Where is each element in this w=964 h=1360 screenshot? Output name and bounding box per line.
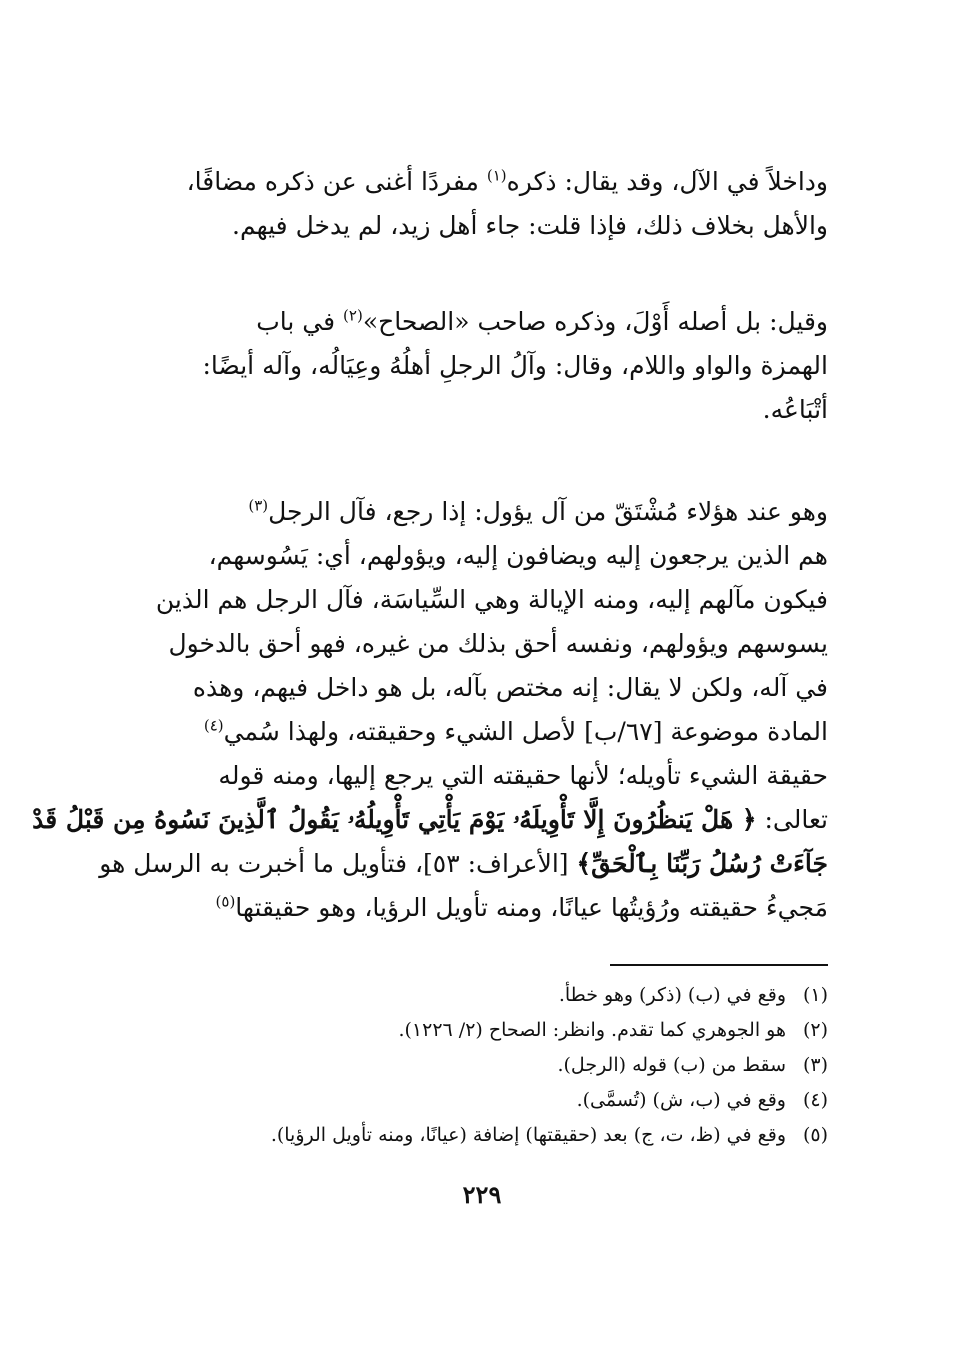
footnotes-list [138,978,828,1153]
paragraph-2 [138,300,828,432]
text-line: يسوسهم ويؤولهم، ونفسه أحق بذلك من غيره، فهو أحق بالدخول [168,629,828,658]
page-number: ٢٢٩ [462,1180,502,1209]
footnote-item [138,978,828,1013]
text-line: مَجيءُ حقيقته ورُؤيتُها عيانًا، ومنه تأويل الرؤيا، وهو حقيقتها$^{(٥)}$ [215,892,828,922]
text-line: المادة موضوعة [٦٧/ب] لأصل الشيء وحقيقته، ولهذا سُمي$^{(٤)}$ [203,716,828,746]
footnote-number: (١) [802,984,828,1006]
footnote-text: وقع في (ب، ش) (تُسمَّى). [576,1089,786,1111]
footnote-text: وقع في (ب) (ذكر) وهو خطأ. [558,984,786,1006]
paragraph-3 [32,490,828,930]
quran-verse: ﴿ هَلْ يَنظُرُونَ إِلَّا تَأْوِيلَهُۥ يَوْمَ يَأْتِي تَأْوِيلُهُۥ يَقُولُ ٱلَّذِينَ نَسُوهُ مِن قَبْلُ قَدْ [32,805,757,834]
footnote-item [138,1013,828,1048]
text-line: أتْبَاعُه. [762,395,828,424]
footnote-ref: (٤) [203,716,224,735]
text-line: تعالى: ﴿ هَلْ يَنظُرُونَ إِلَّا تَأْوِيلَهُۥ يَوْمَ يَأْتِي تَأْوِيلُهُۥ يَقُولُ ٱلَّذِينَ نَسُوهُ مِن قَبْلُ قَدْ [32,805,828,834]
text-line: وهو عند هؤلاء مُشْتَقّ من آل يؤول: إذا رجع، فآل الرجل$^{(٣)}$ [248,496,828,526]
text-line: والأهل بخلاف ذلك، فإذا قلت: جاء أهل زيد، لم يدخل فيهم. [232,211,828,240]
footnote-number: (٢) [802,1019,828,1041]
text-line: وداخلاً في الآل، وقد يقال: ذكره$^{(١)}$ مفردًا أغنى عن ذكره مضافًا، [186,166,828,196]
text-line: حقيقة الشيء تأويله؛ لأنها حقيقته التي يرجع إليها، ومنه قوله [218,761,828,790]
paragraph-1 [138,160,828,248]
footnote-ref: (٢) [343,306,363,325]
text-line: جَآءَتْ رُسُلُ رَبِّنَا بِٱلْحَقِّ﴾ [الأعراف: ٥٣]، فتأويل ما أخبرت به الرسل هو [99,849,828,878]
footnote-number: (٥) [802,1124,828,1146]
text-line: الهمزة والواو واللام، وقال: وآلُ الرجلِ أهلُهُ وعِيَالُه، وآله أيضًا: [202,351,828,380]
text-line: هم الذين يرجعون إليه ويضافون إليه، ويؤولهم، أي: يَسُوسهم، [208,541,828,570]
text-line: وقيل: بل أصله أَوْلَ، وذكره صاحب «الصحاح»$^{(٢)}$ في باب [256,306,828,336]
footnote-text: وقع في (ظ، ت، ج) بعد (حقيقتها) إضافة (عيانًا، ومنه تأويل الرؤيا). [270,1124,786,1146]
footnote-ref: (٥) [215,892,236,911]
text-line: فيكون مآلهم إليه، ومنه الإيالة وهي السِّياسَة، فآل الرجل هم الذين [155,585,828,614]
footnote-text: سقط من (ب) قوله (الرجل). [557,1054,786,1076]
footnote-item [138,1083,828,1118]
footnote-item [138,1118,828,1153]
text-line: في آله، ولكن لا يقال: إنه مختص بآله، بل هو داخل فيهم، وهذه [192,673,828,702]
footnote-ref: (١) [486,166,507,185]
footnote-number: (٣) [802,1054,828,1076]
footnote-item [138,1048,828,1083]
quran-verse: جَآءَتْ رُسُلُ رَبِّنَا بِٱلْحَقِّ﴾ [576,849,828,878]
footnote-divider [610,964,828,966]
footnote-ref: (٣) [248,496,269,515]
footnote-text: هو الجوهري كما تقدم. وانظر: الصحاح (٢/ ١٢٢٦). [398,1019,786,1041]
footnote-number: (٤) [802,1089,828,1111]
